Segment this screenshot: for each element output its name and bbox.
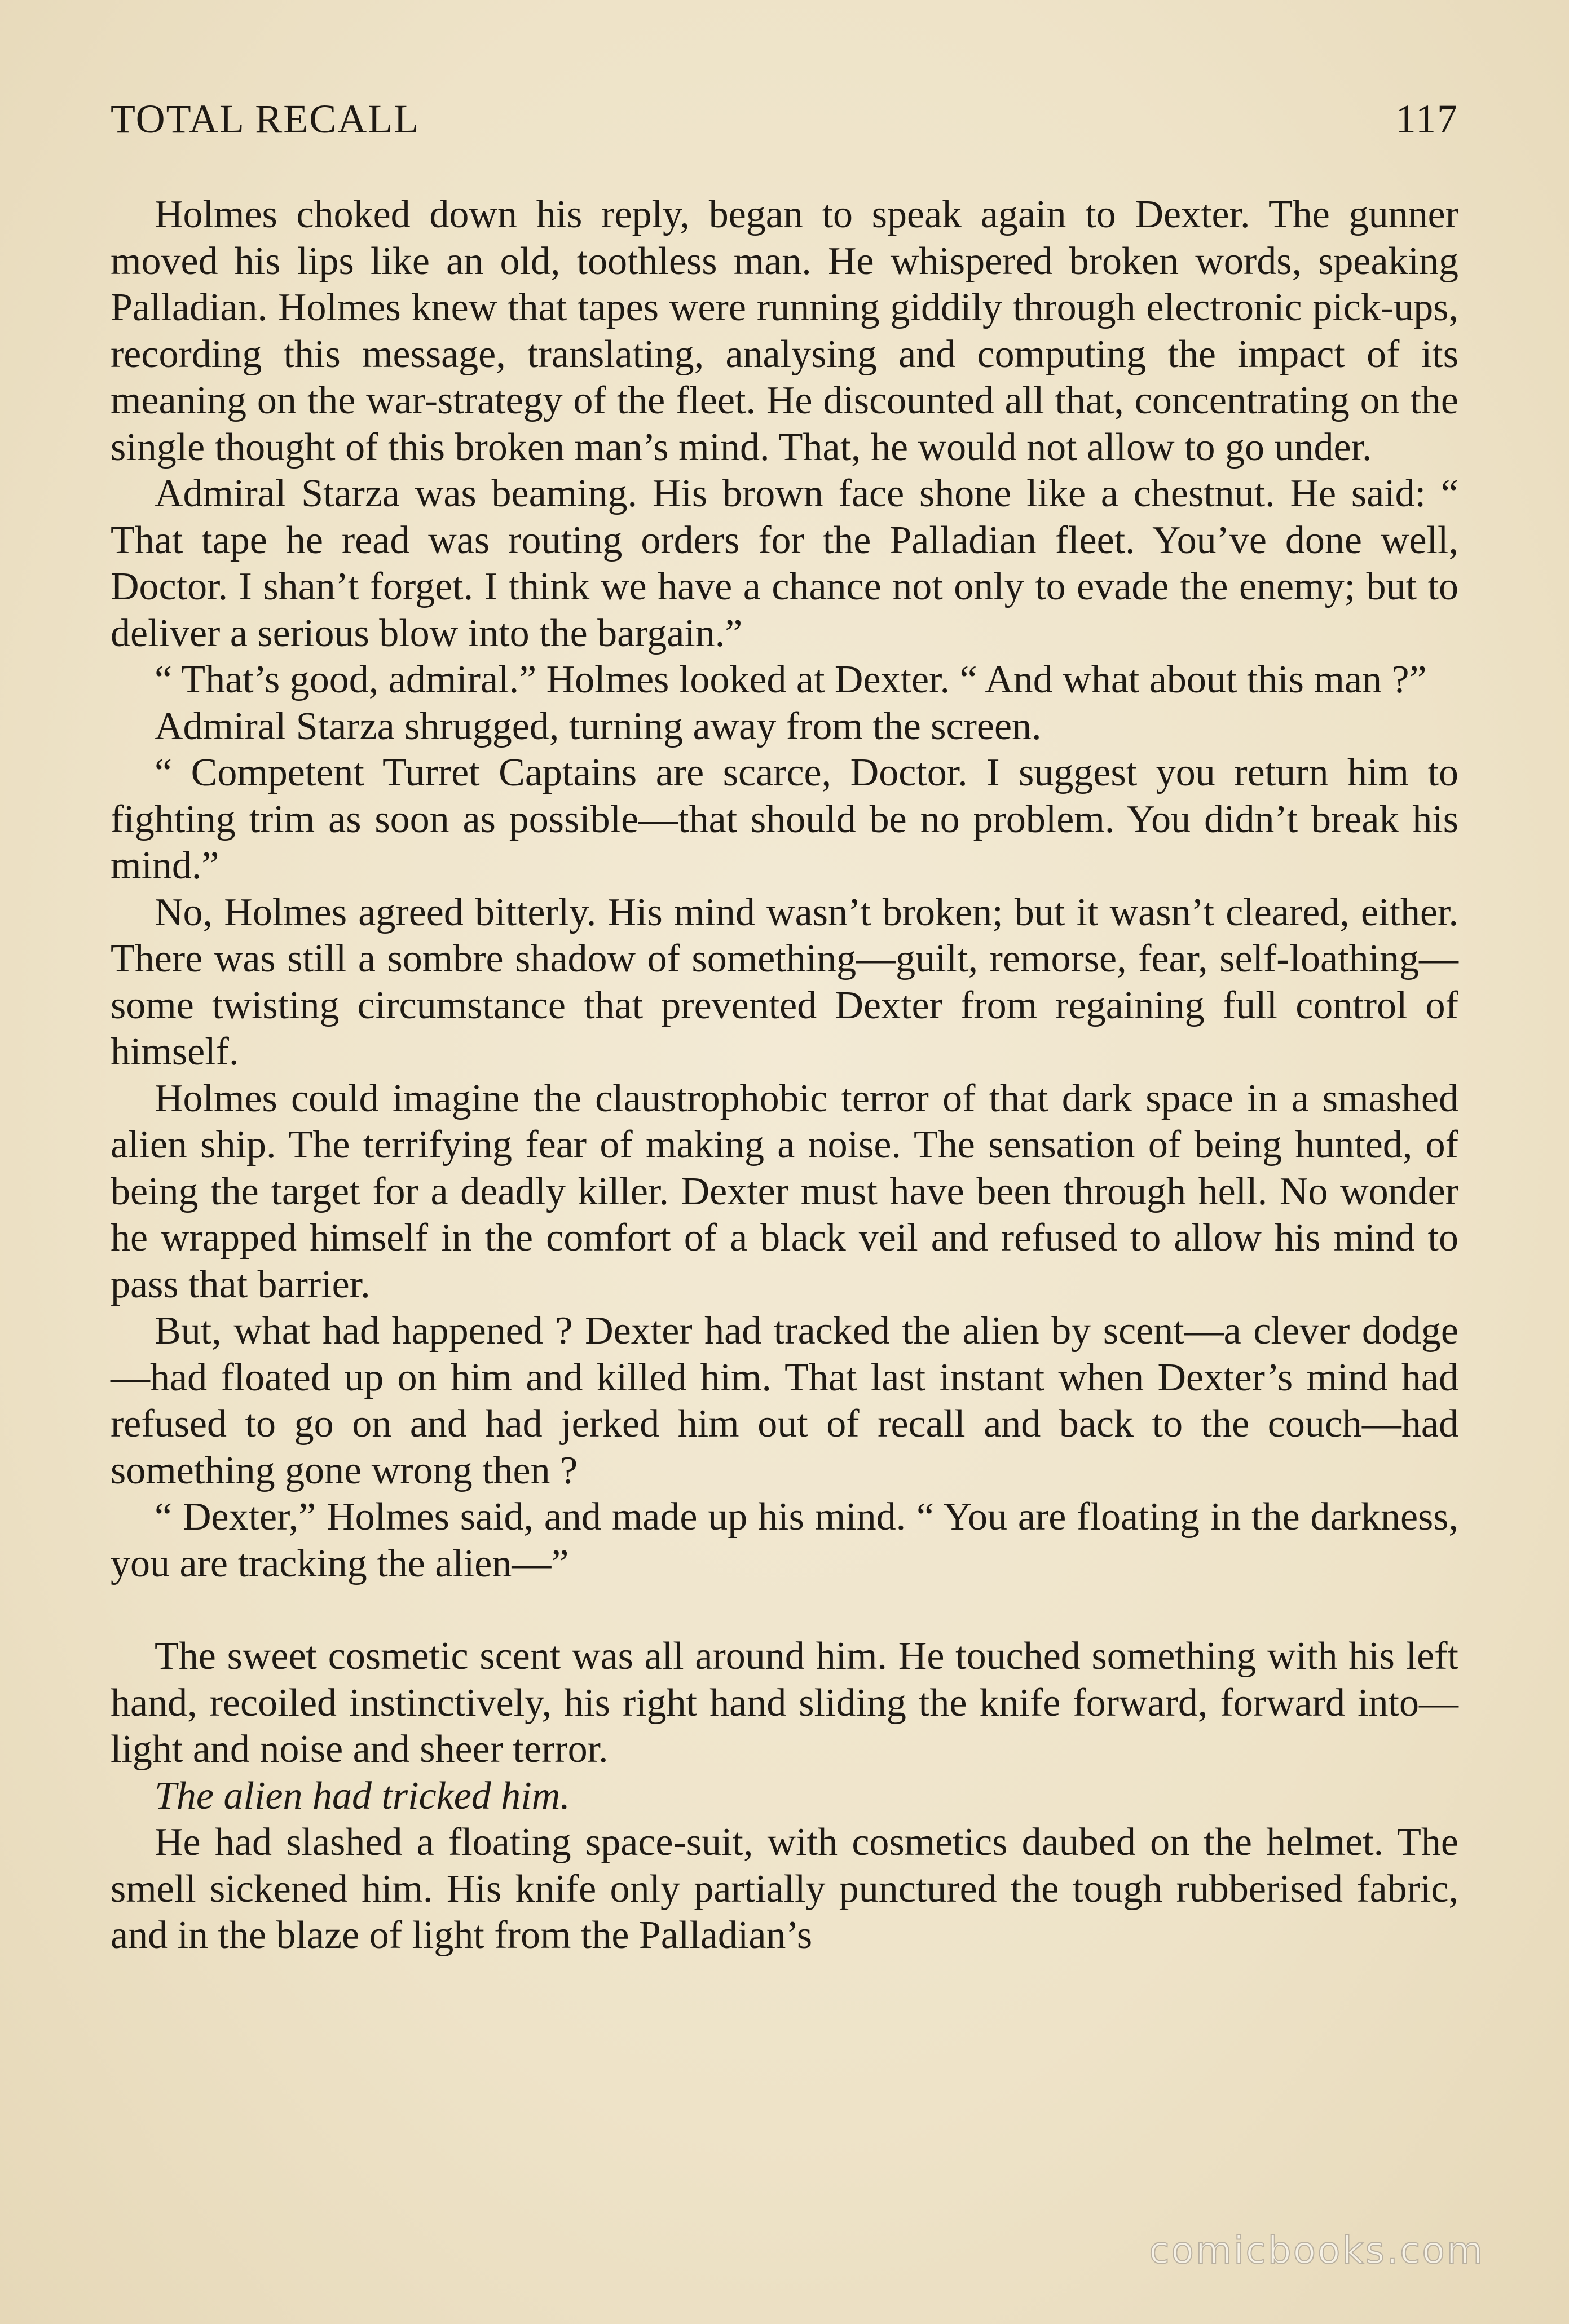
page-header [111, 96, 1458, 152]
paragraph: He had slashed a floating space-suit, with cosmetics daubed on the helmet. The smell sickened him. His knife only partially punctured the tough rubberised fabric, and in the blaze of light from the Palladian’s [111, 1821, 1458, 1957]
paragraph: Holmes choked down his reply, began to speak again to Dexter. The gunner moved his lips like an old, toothless man. He whispered broken words, speaking Palladian. Holmes knew that tapes were running giddily through electronic pick-ups, recording this message, translating, analysing and computing the impact of its meaning on the war-strategy of the fleet. He discounted all that, concentrating on the single thought of this broken man’s mind. That, he would not allow to go under. [111, 193, 1458, 469]
paragraph: Admiral Starza shrugged, turning away from the screen. [155, 704, 1042, 748]
italic-text: The alien had tricked him. [155, 1774, 570, 1818]
paragraph: Holmes could imagine the claustrophobic terror of that dark space in a smashed alien ship. The terrifying fear of making a noise. The sensation of being hunted, of being the target for a deadly killer. Dexter must have been through hell. No wonder he wrapped himself in the comfort of a black veil and refused to allow his mind to pass that barrier. [111, 1076, 1458, 1306]
italic-paragraph [111, 1773, 1458, 1820]
paragraph: But, what had happened ? Dexter had tracked the alien by scent—a clever dodge—had floated up on him and killed him. That last instant when Dexter’s mind had refused to go on and had jerked him out of recall and back to the couch—had something gone wrong then ? [111, 1309, 1458, 1492]
paragraph: “ Dexter,” Holmes said, and made up his mind. “ You are floating in the darkness, you are tracking the alien—” [111, 1495, 1458, 1585]
paragraph: The sweet cosmetic scent was all around him. He touched something with his left hand, recoiled instinctively, his right hand sliding the knife forward, forward into—light and noise and sheer terror. [111, 1634, 1458, 1771]
running-title: TOTAL RECALL [111, 96, 420, 142]
paragraph: “ That’s good, admiral.” Holmes looked at Dexter. “ And what about this man ?” [155, 658, 1427, 701]
paragraph: No, Holmes agreed bitterly. His mind wasn’t broken; but it wasn’t cleared, either. There was still a sombre shadow of something—guilt, remorse, fear, self-loathing—some twisting circumstance that prevented Dexter from regaining full control of himself. [111, 890, 1458, 1073]
page-number: 117 [1395, 96, 1458, 142]
paragraph: Admiral Starza was beaming. His brown face shone like a chestnut. He said: “ That tape he read was routing orders for the Palladian fleet. You’ve done well, Doctor. I shan’t forget. I think we have a chance not only to evade the enemy; but to deliver a serious blow into the bargain.” [111, 472, 1458, 655]
paragraph: “ Competent Turret Captains are scarce, Doctor. I suggest you return him to fighting trim as soon as possible—that should be no problem. You didn’t break his mind.” [111, 751, 1458, 887]
watermark: comicbooks.com [1149, 2229, 1484, 2272]
body-text [111, 192, 1458, 1959]
